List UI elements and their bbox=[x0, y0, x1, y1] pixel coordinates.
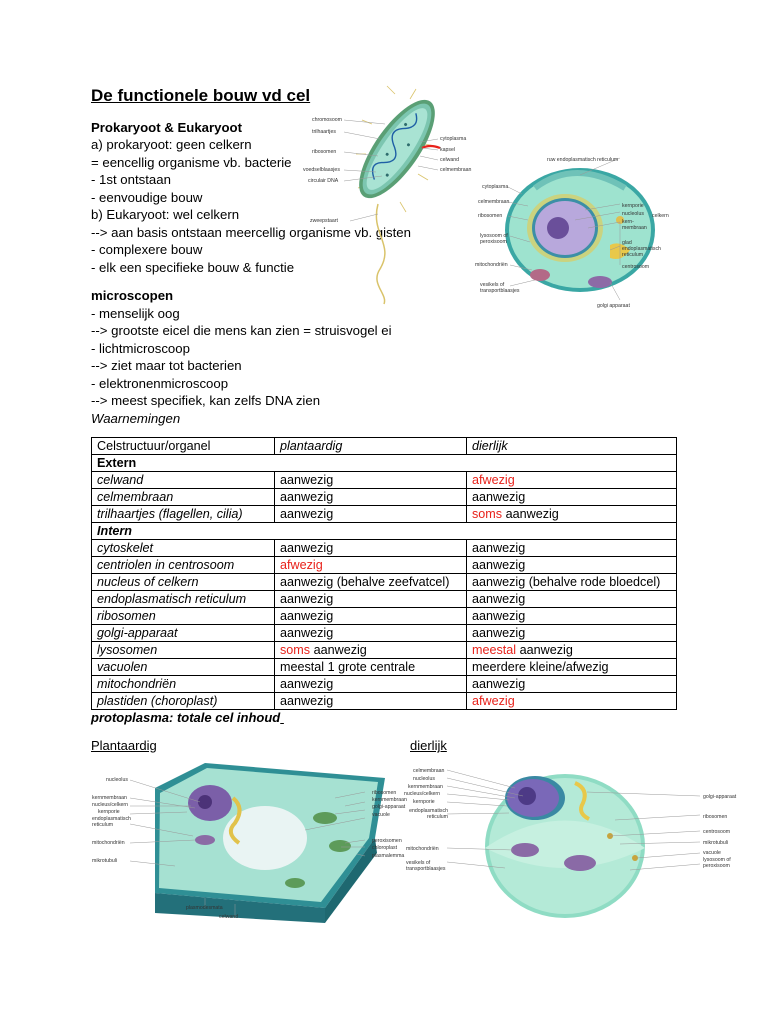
prok-line: - eenvoudige bouw bbox=[91, 190, 203, 205]
protoplasma-text: protoplasma: totale cel inhoud bbox=[91, 710, 281, 725]
table-row bbox=[92, 574, 677, 591]
structure-name: nucleus of celkern bbox=[92, 574, 275, 591]
plant-cell bbox=[275, 574, 467, 591]
table-row bbox=[92, 625, 677, 642]
plant-cell-label: mikrotubuli bbox=[92, 858, 118, 864]
animal-cell-label: mikrotubuli bbox=[703, 840, 729, 846]
structure-name: cytoskelet bbox=[92, 540, 275, 557]
table-row bbox=[92, 557, 677, 574]
plant-cell bbox=[275, 625, 467, 642]
plant-cell-label: chloroplast bbox=[372, 845, 398, 851]
table-row bbox=[92, 489, 677, 506]
cell-text: aanwezig (behalve zeefvatcel) bbox=[280, 575, 450, 589]
table-row bbox=[92, 659, 677, 676]
animal-cell-label: vacuole bbox=[703, 850, 721, 856]
prok-line: - 1st ontstaan bbox=[91, 172, 171, 187]
plant-cell-label: kernmembraan bbox=[92, 795, 127, 801]
animal-cell bbox=[467, 608, 677, 625]
euk-label: centrosoom bbox=[622, 264, 650, 270]
prok-line: - complexere bouw bbox=[91, 242, 203, 257]
highlight-text: afwezig bbox=[472, 473, 515, 487]
animal-cell-label: centrosoom bbox=[703, 829, 731, 835]
animal-cell bbox=[467, 642, 677, 659]
plant-cell bbox=[275, 472, 467, 489]
structure-name: vacuolen bbox=[92, 659, 275, 676]
euk-label: kern-membraan bbox=[622, 219, 647, 231]
micro-line: - lichtmicroscoop bbox=[91, 341, 190, 356]
bacteria-label: circulair DNA bbox=[308, 178, 339, 184]
bacteria-label: ribosomen bbox=[312, 149, 337, 155]
observations-label: Waarnemingen bbox=[91, 411, 181, 426]
bacteria-label: kapsel bbox=[440, 147, 455, 153]
animal-cell bbox=[467, 557, 677, 574]
animal-cell-illustration bbox=[405, 758, 745, 923]
table-section-row bbox=[92, 523, 677, 540]
euk-label: cytoplasma bbox=[482, 184, 509, 190]
animal-cell-label: nucleus/celkern bbox=[404, 791, 441, 797]
prok-line: b) Eukaryoot: wel celkern bbox=[91, 207, 240, 222]
animal-cell bbox=[467, 659, 677, 676]
cell-text: aanwezig bbox=[472, 677, 526, 691]
bacteria-label: celmembraan bbox=[440, 167, 472, 173]
micro-line: - elektronenmicroscoop bbox=[91, 376, 229, 391]
animal-cell-label: celmembraan bbox=[413, 768, 445, 774]
animal-cell bbox=[467, 472, 677, 489]
page-title: De functionele bouw vd cel bbox=[91, 86, 311, 105]
euk-label: celkern bbox=[652, 213, 669, 219]
animal-cell-label: endoplasmatisch reticulum bbox=[409, 808, 448, 820]
animal-cell-label: kernmembraan bbox=[408, 784, 443, 790]
prok-line: --> aan basis ontstaan meercellig organisme vb. gisten bbox=[91, 225, 411, 240]
protoplasma-underline bbox=[280, 710, 284, 725]
highlight-text: afwezig bbox=[280, 558, 323, 572]
table-row bbox=[92, 642, 677, 659]
animal-cell-label: ribosomen bbox=[703, 814, 728, 820]
prok-line: = eencellig organisme vb. bacterie bbox=[91, 155, 292, 170]
cell-text: aanwezig bbox=[472, 558, 526, 572]
plant-cell bbox=[275, 608, 467, 625]
animal-cell-heading: dierlijk bbox=[410, 738, 447, 753]
cell-text: aanwezig bbox=[280, 694, 334, 708]
highlight-text: afwezig bbox=[472, 694, 515, 708]
animal-cell bbox=[467, 489, 677, 506]
table-row bbox=[92, 472, 677, 489]
animal-cell-label: golgi-apparaat bbox=[703, 794, 737, 800]
plant-cell-label: peroxisomen bbox=[372, 838, 402, 844]
bacteria-label: trilhaartjes bbox=[312, 129, 336, 135]
table-row bbox=[92, 591, 677, 608]
cell-text: aanwezig bbox=[472, 541, 526, 555]
structure-name: golgi-apparaat bbox=[92, 625, 275, 642]
plant-cell-label: plasmalemma bbox=[372, 853, 405, 859]
structure-name: trilhaartjes (flagellen, cilia) bbox=[92, 506, 275, 523]
plant-cell bbox=[275, 489, 467, 506]
euk-label: ruw endoplasmatisch reticulum bbox=[547, 157, 619, 163]
highlight-text: soms bbox=[472, 507, 503, 521]
table-row bbox=[92, 540, 677, 557]
cell-structures-table bbox=[91, 437, 677, 710]
plant-cell-label: nucleus/celkern bbox=[92, 802, 129, 808]
plant-cell bbox=[275, 540, 467, 557]
table-header: Celstructuur/organel bbox=[92, 438, 275, 455]
plant-cell bbox=[275, 676, 467, 693]
euk-label: mitochondriën bbox=[475, 262, 508, 268]
cell-text: aanwezig bbox=[472, 490, 526, 504]
plant-cell-label: nucleolus bbox=[106, 777, 128, 783]
structure-name: celmembraan bbox=[92, 489, 275, 506]
cell-text: aanwezig bbox=[472, 609, 526, 623]
animal-cell bbox=[467, 693, 677, 710]
plant-cell-label: celwand bbox=[219, 914, 239, 920]
animal-cell bbox=[467, 625, 677, 642]
cell-text: aanwezig bbox=[280, 626, 334, 640]
cell-text: aanwezig (behalve rode bloedcel) bbox=[472, 575, 661, 589]
table-header-row bbox=[92, 438, 677, 455]
structure-name: plastiden (choroplast) bbox=[92, 693, 275, 710]
prok-line: a) prokaryoot: geen celkern bbox=[91, 137, 252, 152]
micro-line: --> ziet maar tot bacterien bbox=[91, 358, 242, 373]
animal-cell-label: mitochondriën bbox=[406, 846, 439, 852]
plant-cell-label: ribosomen bbox=[372, 790, 397, 796]
cell-text: aanwezig bbox=[280, 677, 334, 691]
table-header: plantaardig bbox=[275, 438, 467, 455]
plant-cell bbox=[275, 557, 467, 574]
section-extern: Extern bbox=[92, 455, 677, 472]
table-row bbox=[92, 676, 677, 693]
bacteria-label: cytoplasma bbox=[440, 136, 467, 142]
animal-cell-label: kernporie bbox=[413, 799, 435, 805]
euk-label: golgi apparaat bbox=[597, 303, 630, 309]
plant-cell-label: kernmembraan bbox=[372, 797, 407, 803]
cell-text: aanwezig bbox=[280, 473, 334, 487]
plant-cell-label: mitochondriën bbox=[92, 840, 125, 846]
structure-name: lysosomen bbox=[92, 642, 275, 659]
euk-label: vesikels of transportblaasjes bbox=[480, 282, 520, 294]
euk-label: lysosoom of peroxisoom bbox=[480, 233, 508, 245]
plant-cell-illustration bbox=[95, 758, 398, 923]
plant-cell-label: plasmodesmata bbox=[186, 905, 223, 911]
plant-cell bbox=[275, 591, 467, 608]
section-intern: Intern bbox=[92, 523, 677, 540]
structure-name: centriolen in centrosoom bbox=[92, 557, 275, 574]
bacteria-label: zweepstaart bbox=[310, 218, 338, 224]
structure-name: mitochondriën bbox=[92, 676, 275, 693]
cell-text: aanwezig bbox=[516, 643, 573, 657]
cell-text: aanwezig bbox=[280, 507, 334, 521]
cell-text: aanwezig bbox=[472, 592, 526, 606]
animal-cell bbox=[467, 591, 677, 608]
plant-cell-heading: Plantaardig bbox=[91, 738, 157, 753]
bacteria-label: voedselblaasjes bbox=[303, 167, 340, 173]
plant-cell-label: vacuole bbox=[372, 812, 390, 818]
cell-text: aanwezig bbox=[502, 507, 559, 521]
euk-label: celmembraan bbox=[478, 199, 510, 205]
plant-cell-label: golgi-apparaat bbox=[372, 804, 406, 810]
table-row bbox=[92, 693, 677, 710]
prok-line: - elk een specifieke bouw & functie bbox=[91, 260, 295, 275]
euk-label: glad endoplasmatisch reticulum bbox=[622, 240, 661, 258]
table-section-row bbox=[92, 455, 677, 472]
prok-heading: Prokaryoot & Eukaryoot bbox=[91, 120, 242, 135]
plant-cell-label: kernporie bbox=[98, 809, 120, 815]
euk-label: nucleolus bbox=[622, 211, 644, 217]
micro-line: --> meest specifiek, kan zelfs DNA zien bbox=[91, 393, 321, 408]
table-header: dierlijk bbox=[467, 438, 677, 455]
animal-cell-label: lysosoom of peroxisoom bbox=[703, 857, 731, 869]
animal-cell-label: nucleolus bbox=[413, 776, 435, 782]
structure-name: ribosomen bbox=[92, 608, 275, 625]
cell-text: aanwezig bbox=[472, 626, 526, 640]
cell-text: aanwezig bbox=[280, 592, 334, 606]
structure-name: endoplasmatisch reticulum bbox=[92, 591, 275, 608]
animal-cell bbox=[467, 676, 677, 693]
cell-text: meestal 1 grote centrale bbox=[280, 660, 416, 674]
cell-text: aanwezig bbox=[280, 490, 334, 504]
animal-cell bbox=[467, 506, 677, 523]
animal-cell-label: vesikels of transportblaasjes bbox=[406, 860, 446, 872]
micro-line: - menselijk oog bbox=[91, 306, 180, 321]
plant-cell bbox=[275, 693, 467, 710]
micro-heading: microscopen bbox=[91, 288, 174, 303]
animal-cell bbox=[467, 574, 677, 591]
plant-cell bbox=[275, 659, 467, 676]
highlight-text: soms bbox=[280, 643, 311, 657]
structure-name: celwand bbox=[92, 472, 275, 489]
plant-cell-label: endoplasmatisch reticulum bbox=[92, 816, 131, 828]
cell-text: aanwezig bbox=[280, 541, 334, 555]
bacteria-label: celwand bbox=[440, 157, 460, 163]
animal-cell bbox=[467, 540, 677, 557]
table-row bbox=[92, 506, 677, 523]
plant-cell bbox=[275, 506, 467, 523]
table-row bbox=[92, 608, 677, 625]
cell-text: aanwezig bbox=[310, 643, 367, 657]
bacteria-label: chromosoom bbox=[312, 117, 342, 123]
plant-cell bbox=[275, 642, 467, 659]
cell-text: aanwezig bbox=[280, 609, 334, 623]
cell-text: meerdere kleine/afwezig bbox=[472, 660, 609, 674]
euk-label: kernporie bbox=[622, 203, 644, 209]
euk-label: ribosomen bbox=[478, 213, 503, 219]
protoplasma-note bbox=[91, 710, 284, 725]
micro-line: --> grootste eicel die mens kan zien = struisvogel ei bbox=[91, 323, 392, 338]
highlight-text: meestal bbox=[472, 643, 517, 657]
